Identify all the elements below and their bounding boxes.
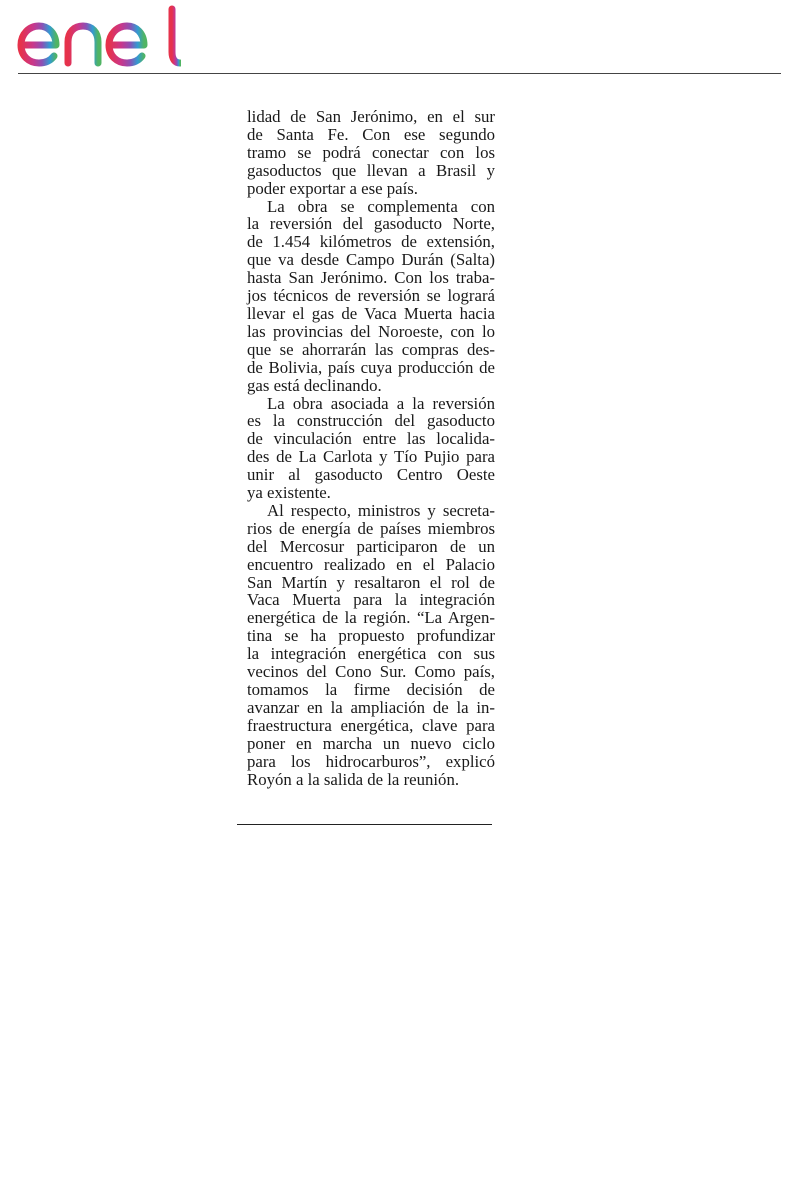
text-line: las provincias del Noroeste, con lo [247,321,495,341]
text-line: del Mercosur participaron de un [247,536,495,556]
text-line: de 1.454 kilómetros de extensión, [247,232,495,252]
text-line: fraestructura energética, clave para [247,715,495,735]
article-paragraph [247,502,495,789]
header-rule [18,73,781,74]
text-line: La obra asociada a la reversión [267,393,495,413]
text-line: La obra se complementa con [267,196,495,216]
text-line: es la construcción del gasoducto [247,411,495,431]
text-line: que se ahorrarán las compras des- [247,339,495,359]
text-line: poder exportar a ese país. [247,178,418,198]
text-line: la integración energética con sus [247,644,495,664]
text-line: lidad de San Jerónimo, en el sur [247,107,495,126]
text-line: de Bolivia, país cuya producción de [247,357,495,377]
article-paragraph [247,108,495,198]
text-line: avanzar en la ampliación de la in- [247,697,495,717]
article-end-rule [237,824,492,825]
text-line: que va desde Campo Durán (Salta) [247,250,495,270]
text-line: de vinculación entre las localida- [247,429,495,449]
text-line: de Santa Fe. Con ese segundo [247,124,495,144]
text-line: jos técnicos de reversión se logrará [247,286,495,306]
text-line: Vaca Muerta para la integración [247,590,495,610]
text-line: des de La Carlota y Tío Pujio para [247,447,495,467]
text-line: Royón a la salida de la reunión. [247,769,460,789]
article-paragraph [247,395,495,502]
article-paragraph [247,198,495,395]
text-line: tina se ha propuesto profundizar [247,626,495,646]
text-line: energética de la región. “La Argen- [247,608,495,628]
text-line: poner en marcha un nuevo ciclo [247,733,495,753]
article-column [247,108,495,788]
text-line: hasta San Jerónimo. Con los traba- [247,268,495,288]
text-line: Al respecto, ministros y secreta- [267,500,495,520]
text-line: San Martín y resaltaron el rol de [247,572,495,592]
text-line: vecinos del Cono Sur. Como país, [247,662,495,682]
text-line: tomamos la firme decisión de [247,680,495,699]
text-line: la reversión del gasoducto Norte, [247,214,495,234]
text-line: rios de energía de países miembros [247,518,495,538]
text-line: llevar el gas de Vaca Muerta hacia [247,303,495,323]
enel-logo [16,4,181,68]
text-line: gasoductos que llevan a Brasil y [247,160,495,180]
text-line: encuentro realizado en el Palacio [247,554,495,574]
text-line: tramo se podrá conectar con los [247,142,495,162]
text-line: unir al gasoducto Centro Oeste [247,465,495,485]
text-line: ya existente. [247,483,331,503]
text-line: para los hidrocarburos”, explicó [247,751,495,771]
text-line: gas está declinando. [247,375,382,395]
